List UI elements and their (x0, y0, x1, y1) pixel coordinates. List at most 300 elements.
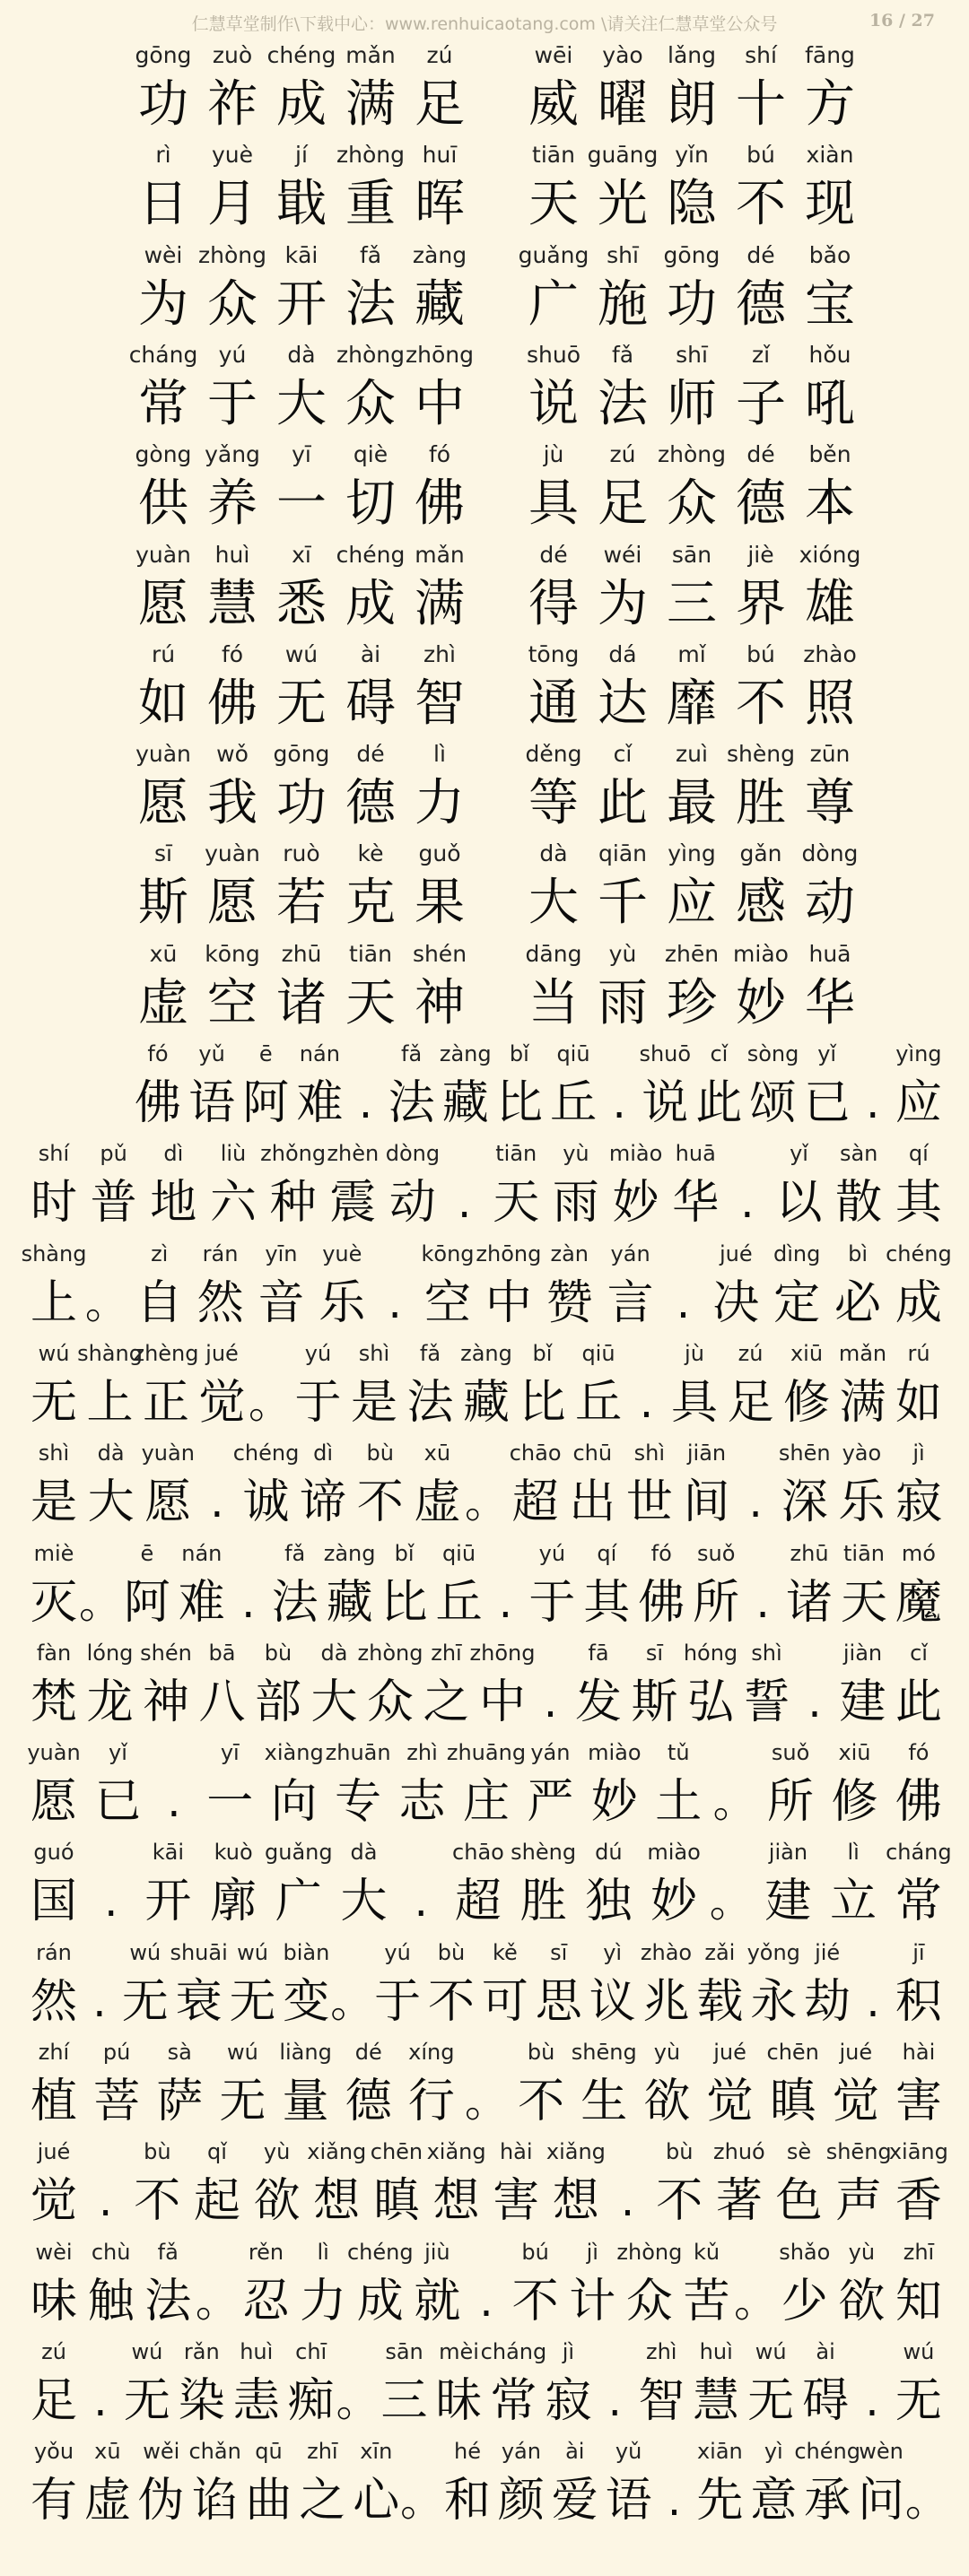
hanzi: 和 (443, 2474, 491, 2528)
annotated-character (208, 1834, 258, 1934)
annotated-character (293, 1336, 344, 1435)
annotated-character (834, 1136, 884, 1235)
hanzi: 觉 (30, 2174, 77, 2229)
pinyin: kāi (284, 241, 319, 268)
annotated-character (317, 1236, 367, 1336)
hanzi: 地 (150, 1176, 197, 1231)
pinyin: shén (412, 940, 467, 967)
prose-text (29, 1935, 944, 2034)
pinyin: shàng (77, 1340, 143, 1366)
annotated-character (836, 1435, 886, 1535)
verse-phrase (133, 537, 470, 637)
pinyin: ài (360, 640, 381, 667)
annotated-character (202, 936, 263, 1036)
annotated-character (442, 2433, 493, 2533)
annotated-character (748, 2433, 799, 2533)
pinyin: huì (240, 2338, 274, 2364)
pinyin: yuàn (141, 1440, 195, 1466)
pinyin: chéng (232, 1440, 300, 1466)
annotated-character (730, 836, 791, 936)
hanzi: . (414, 1876, 428, 1928)
hanzi: 曜 (598, 75, 648, 134)
hanzi: . (210, 1477, 224, 1528)
annotated-character (894, 1036, 944, 1136)
annotated-character (271, 736, 332, 836)
hanzi: . (676, 1277, 691, 1328)
hanzi: 间 (683, 1475, 730, 1530)
pinyin: rú (151, 640, 176, 667)
pinyin: zhèn (327, 1141, 380, 1167)
annotated-character (839, 1536, 889, 1635)
annotated-character (327, 1136, 378, 1235)
hanzi: 上 (86, 1375, 134, 1430)
hanzi: 妙 (612, 1176, 659, 1231)
annotated-character (170, 1935, 228, 2034)
hanzi: 起 (193, 2174, 240, 2229)
hanzi: 衰 (175, 1974, 223, 2029)
pinyin: zǎi (704, 1939, 736, 1965)
hanzi: 有 (30, 2474, 77, 2528)
hanzi: 斯 (631, 1675, 678, 1729)
hanzi: 于 (374, 1974, 422, 2029)
annotated-character (406, 1336, 456, 1435)
pinyin: rǎn (183, 2338, 220, 2364)
hanzi: 永 (750, 1974, 798, 2029)
hanzi: 具 (528, 474, 579, 534)
hanzi: 应 (895, 1076, 942, 1130)
hanzi: 法 (144, 2274, 192, 2328)
hanzi: 志 (398, 1775, 446, 1830)
hanzi: 不 (736, 175, 786, 234)
hanzi: 染 (178, 2373, 225, 2428)
hanzi: 八 (198, 1675, 246, 1729)
annotated-character (525, 1735, 575, 1834)
annotated-character (412, 1435, 462, 1535)
hanzi: 供 (138, 474, 188, 534)
annotated-character (29, 1834, 79, 1934)
pinyin: wéi (603, 541, 642, 568)
pinyin: dāng (525, 940, 582, 967)
hanzi: 就 (414, 2274, 461, 2328)
annotated-character (271, 437, 332, 536)
pinyin: fǎ (611, 341, 634, 368)
annotated-character (426, 1935, 476, 2034)
hanzi: 满 (345, 75, 396, 134)
pinyin: yìng (668, 840, 716, 867)
pinyin: yù (608, 940, 637, 967)
hanzi: 发 (574, 1675, 622, 1729)
annotated-character (833, 1236, 883, 1336)
punctuation (231, 1536, 266, 1635)
hanzi: 月 (207, 175, 258, 234)
hanzi: 阿 (242, 1076, 290, 1130)
hanzi: 此 (695, 1076, 743, 1130)
hanzi: 。 (330, 1976, 374, 2027)
header-text: 仁慧草堂制作\下载中心：www.renhuicaotang.com \请关注仁慧草堂公众号 (191, 14, 778, 34)
pinyin: guāng (587, 142, 659, 169)
prose-text (29, 1136, 944, 1235)
hanzi: 最 (667, 774, 717, 833)
hanzi: 我 (207, 774, 258, 833)
annotated-character (409, 437, 470, 536)
pinyin: xiǎng (426, 2139, 486, 2165)
hanzi: 伪 (137, 2474, 185, 2528)
pinyin: shēng (571, 2040, 637, 2065)
pinyin: gōng (663, 241, 720, 268)
annotated-character (691, 1536, 741, 1635)
pinyin: xiū (790, 1340, 824, 1366)
hanzi: 法 (388, 1076, 435, 1130)
pinyin: bù (366, 1440, 394, 1466)
pinyin: dòng (801, 840, 859, 867)
annotated-character (409, 637, 470, 736)
annotated-character (523, 736, 584, 836)
hanzi: 部 (254, 1675, 301, 1729)
verse-line (0, 736, 969, 836)
annotated-character (357, 1635, 423, 1735)
pinyin: lì (317, 2239, 329, 2265)
annotated-character (894, 2034, 944, 2134)
hanzi: 天 (528, 175, 579, 234)
pinyin: yuàn (135, 741, 191, 768)
annotated-character (294, 1036, 345, 1136)
annotated-character (711, 1236, 761, 1336)
punctuation (464, 2034, 508, 2134)
hanzi: . (457, 1178, 472, 1229)
annotated-character (765, 1735, 816, 1834)
pinyin: jué (719, 1240, 753, 1266)
pinyin: yī (292, 441, 311, 468)
hanzi: 悉 (276, 574, 327, 633)
annotated-character (286, 2334, 336, 2433)
hanzi: 虚 (83, 2474, 131, 2528)
pinyin: mèi (439, 2338, 479, 2364)
pinyin: zú (41, 2338, 66, 2364)
annotated-character (325, 1536, 375, 1635)
annotated-character (412, 2234, 462, 2334)
hanzi: 音 (258, 1275, 305, 1330)
annotated-character (523, 38, 584, 137)
annotated-character (518, 1336, 568, 1435)
verse-line (0, 637, 969, 736)
pinyin: jué (205, 1340, 239, 1366)
pinyin: dé (746, 241, 775, 268)
hanzi: 丘 (549, 1076, 597, 1130)
annotated-character (133, 437, 194, 536)
pinyin: wú (129, 1939, 162, 1965)
pinyin: guó (33, 1840, 74, 1866)
hanzi: 不 (736, 674, 786, 733)
annotated-character (894, 1635, 944, 1735)
pinyin: rán (36, 1939, 72, 1965)
hanzi: 劫 (804, 1974, 851, 2029)
hanzi: 之 (299, 2474, 346, 2528)
pinyin: zhī (903, 2239, 935, 2265)
pinyin: zhòng (357, 1640, 423, 1666)
annotated-character (780, 2234, 830, 2334)
punctuation (855, 2334, 889, 2433)
annotated-character (29, 1435, 79, 1535)
pinyin: wú (237, 1939, 268, 1965)
hanzi: 诸 (276, 973, 327, 1032)
hanzi: 德 (345, 2075, 392, 2128)
pinyin: huì (214, 541, 250, 568)
prose-line (0, 1136, 969, 1235)
pinyin: chī (295, 2338, 327, 2364)
pinyin: shuō (639, 1041, 692, 1066)
annotated-character (494, 1036, 545, 1136)
pinyin: ē (140, 1540, 154, 1566)
pinyin: bú (521, 2239, 549, 2265)
annotated-character (781, 1336, 832, 1435)
pinyin: jí (295, 142, 308, 169)
annotated-character (886, 1236, 952, 1336)
hanzi: 建 (839, 1675, 886, 1729)
verse-phrase (523, 736, 860, 836)
pinyin: zhī (431, 1640, 462, 1666)
verse-phrase (523, 437, 860, 536)
annotated-character (271, 137, 332, 237)
hanzi: 量 (282, 2075, 329, 2128)
pinyin: zhuó (713, 2139, 765, 2165)
annotated-character (177, 1536, 227, 1635)
hanzi: 中 (415, 374, 465, 433)
punctuation (734, 2234, 778, 2334)
pinyin: jiàn (842, 1640, 883, 1666)
pinyin: shì (751, 1640, 782, 1666)
verse-line (0, 337, 969, 437)
pinyin: chāo (509, 1440, 562, 1466)
pinyin: dá (608, 640, 637, 667)
pinyin: dé (746, 441, 775, 468)
pinyin: xī (292, 541, 311, 568)
pinyin: yìng (895, 1041, 942, 1066)
annotated-character (325, 1735, 391, 1834)
prose-text (21, 1236, 952, 1336)
annotated-character (784, 1536, 834, 1635)
pinyin: xiū (838, 1740, 871, 1766)
pinyin: zhuān (325, 1740, 391, 1766)
annotated-character (85, 1635, 135, 1735)
pinyin: guǎng (265, 1840, 333, 1866)
hanzi: 诸 (786, 1575, 834, 1630)
pinyin: zhōng (469, 1640, 536, 1666)
hanzi: 重 (345, 175, 396, 234)
punctuation (798, 1635, 832, 1735)
annotated-character (694, 1935, 745, 2034)
hanzi: 尊 (805, 774, 855, 833)
hanzi: 。 (709, 1876, 753, 1928)
pinyin: cǐ (910, 1640, 928, 1666)
annotated-character (409, 936, 470, 1036)
hanzi: 。 (464, 2076, 508, 2127)
prose-line (0, 1236, 969, 1336)
hanzi: 足 (415, 75, 465, 134)
hanzi: 天 (840, 1575, 887, 1630)
hanzi: 觉 (706, 2075, 754, 2128)
annotated-character (581, 1536, 632, 1635)
hanzi: 力 (415, 774, 465, 833)
pinyin: miào (608, 1141, 663, 1167)
pinyin: zhī (307, 2439, 338, 2465)
hanzi: 想 (432, 2174, 480, 2229)
annotated-character (748, 1036, 799, 1136)
pinyin: dà (539, 840, 568, 867)
pinyin: fǎ (359, 241, 382, 268)
annotated-character (133, 1036, 183, 1136)
hanzi: 为 (598, 574, 648, 633)
hanzi: . (358, 1078, 373, 1128)
pinyin: jié (815, 1939, 841, 1965)
annotated-character (573, 1336, 624, 1435)
hanzi: 如 (895, 1375, 942, 1430)
verse-phrase (133, 836, 470, 936)
prose-text (29, 1536, 944, 1635)
hanzi: . (639, 1377, 654, 1428)
annotated-character (397, 1735, 448, 1834)
annotated-character (202, 736, 263, 836)
hanzi: . (543, 1676, 558, 1727)
verse-phrase (523, 137, 860, 237)
hanzi: 可 (481, 1974, 528, 2029)
hanzi: 足 (598, 474, 648, 534)
prose-text (29, 1435, 944, 1535)
hanzi: 若 (276, 874, 327, 933)
pinyin: cǐ (613, 741, 633, 768)
annotated-character (202, 836, 263, 936)
pinyin: fó (428, 441, 451, 468)
hanzi: 味 (30, 2274, 77, 2328)
annotated-character (534, 1935, 584, 2034)
pinyin: qiū (441, 1540, 476, 1566)
page-number: 16 / 27 (869, 11, 935, 30)
annotated-character (133, 238, 194, 337)
hanzi: 通 (528, 674, 579, 733)
annotated-character (886, 1834, 952, 1934)
hanzi: 天 (493, 1176, 540, 1231)
hanzi: 。 (734, 2276, 778, 2327)
pinyin: huā (675, 1141, 716, 1167)
annotated-character (592, 836, 653, 936)
annotated-character (573, 1635, 624, 1735)
prose-text (29, 1834, 952, 1934)
pinyin: jì (586, 2239, 598, 2265)
hanzi: 寂 (895, 1475, 942, 1530)
hanzi: 普 (90, 1176, 137, 1231)
annotated-character (567, 1435, 617, 1535)
annotated-character (298, 2234, 348, 2334)
hanzi: 不 (511, 2274, 559, 2328)
annotated-character (799, 337, 860, 437)
hanzi: 深 (781, 1475, 828, 1530)
annotated-character (120, 1935, 170, 2034)
punctuation (712, 1735, 756, 1834)
pinyin: xiǎng (546, 2139, 606, 2165)
hanzi: 养 (207, 474, 258, 534)
pinyin: lì (433, 741, 446, 768)
hanzi: 满 (839, 1375, 886, 1430)
annotated-character (592, 936, 653, 1036)
annotated-character (196, 1236, 246, 1336)
annotated-character (133, 637, 194, 736)
pinyin: mǐ (677, 640, 706, 667)
hanzi: 是 (350, 1375, 397, 1430)
annotated-character (340, 836, 401, 936)
pinyin: huā (808, 940, 851, 967)
annotated-character (143, 1435, 193, 1535)
hanzi: 痴 (287, 2373, 335, 2428)
verse-phrase (133, 437, 470, 536)
hanzi: 丘 (574, 1375, 622, 1430)
annotated-character (271, 537, 332, 637)
annotated-character (340, 936, 401, 1036)
pinyin: dé (356, 741, 385, 768)
annotated-character (894, 2334, 944, 2433)
hanzi: 碍 (802, 2373, 850, 2428)
punctuation (630, 1336, 664, 1435)
hanzi: . (740, 1178, 755, 1229)
annotated-character (825, 2134, 892, 2233)
pinyin: zhào (640, 1939, 693, 1965)
hanzi: 成 (276, 75, 327, 134)
pinyin: jù (543, 441, 564, 468)
hanzi: 智 (415, 674, 465, 733)
hanzi: 无 (219, 2075, 266, 2128)
pinyin: qiū (581, 1340, 615, 1366)
pinyin: sè (786, 2139, 812, 2165)
hanzi: 散 (835, 1176, 883, 1231)
hanzi: 德 (736, 474, 786, 534)
pinyin: jī (912, 1939, 925, 1965)
pinyin: ruò (283, 840, 320, 867)
hanzi: 语 (605, 2474, 652, 2528)
hanzi: 乐 (319, 1275, 366, 1330)
annotated-character (177, 2334, 227, 2433)
hanzi: 大 (87, 1475, 135, 1530)
annotated-character (691, 2334, 741, 2433)
punctuation (488, 1536, 522, 1635)
pinyin: chéng (794, 2439, 860, 2465)
pinyin: zhào (803, 640, 857, 667)
hanzi: 世 (625, 1475, 673, 1530)
pinyin: bǐ (532, 1340, 553, 1366)
hanzi: 法 (406, 1375, 454, 1430)
pinyin: qí (597, 1540, 617, 1566)
pinyin: wěi (143, 2439, 180, 2465)
hanzi: 无 (229, 1974, 276, 2029)
annotated-character (197, 1635, 248, 1735)
annotated-character (831, 2034, 881, 2134)
pinyin: xíng (408, 2040, 455, 2065)
hanzi: 诚 (242, 1475, 290, 1530)
annotated-character (730, 437, 791, 536)
annotated-character (491, 2134, 541, 2233)
hanzi: 语 (188, 1076, 236, 1130)
hanzi: 。 (336, 2375, 380, 2426)
annotated-character (550, 2433, 600, 2533)
hanzi: 乐 (838, 1475, 886, 1530)
hanzi: 虚 (138, 973, 188, 1032)
hanzi: . (388, 1277, 402, 1328)
annotated-character (727, 736, 795, 836)
hanzi: . (607, 2375, 622, 2426)
hanzi: . (748, 1477, 763, 1528)
punctuation (349, 1036, 383, 1136)
punctuation (738, 1435, 773, 1535)
pinyin: dà (320, 1640, 348, 1666)
pinyin: gōng (273, 741, 330, 768)
hanzi: 佛 (134, 1076, 181, 1130)
